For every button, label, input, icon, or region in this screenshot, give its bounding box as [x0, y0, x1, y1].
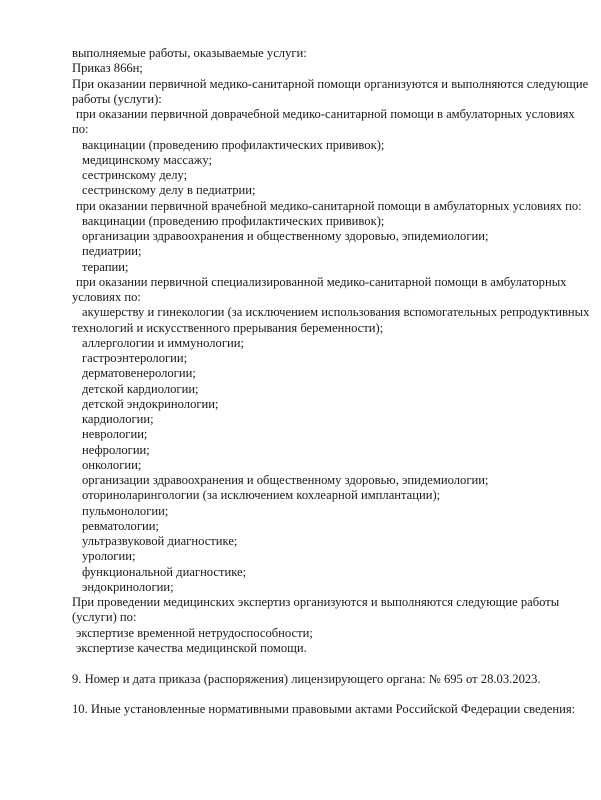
intro-line: работы (услуги):	[72, 91, 162, 106]
section-heading-expertise-cont: (услуги) по:	[72, 610, 137, 625]
paragraph-spacer	[72, 687, 572, 703]
list-item: сестринскому делу в педиатрии;	[82, 183, 256, 198]
list-item: детской эндокринологии;	[82, 396, 219, 411]
list-item: ревматологии;	[82, 518, 159, 533]
list-item-cont: технологий и искусственного прерывания беременности);	[72, 320, 384, 335]
list-item: кардиологии;	[82, 412, 154, 426]
section-heading-prehospital-cont: по:	[72, 122, 89, 137]
list-item: экспертизе качества медицинской помощи.	[76, 640, 307, 655]
paragraph-spacer	[72, 656, 572, 672]
list-item: детской кардиологии;	[82, 381, 199, 396]
section-heading-doctor: при оказании первичной врачебной медико-санитарной помощи в амбулаторных условиях по:	[76, 198, 582, 213]
intro-line: При оказании первичной медико-санитарной помощи организуются и выполняются следующие	[72, 76, 589, 91]
list-item: педиатрии;	[82, 244, 142, 259]
section-heading-expertise: При проведении медицинских экспертиз организуются и выполняются следующие работы	[72, 595, 560, 609]
section-heading-prehospital: при оказании первичной доврачебной медико-санитарной помощи в амбулаторных условиях	[76, 107, 575, 121]
list-item: вакцинации (проведению профилактических прививок);	[82, 213, 385, 228]
list-item: акушерству и гинекологии (за исключением использования вспомогательных репродуктивных	[82, 305, 590, 320]
list-item: функциональной диагностике;	[82, 564, 247, 579]
intro-line: выполняемые работы, оказываемые услуги:	[72, 46, 307, 60]
document-page	[72, 46, 590, 718]
section-heading-specialized: при оказании первичной специализированной медико-санитарной помощи в амбулаторных	[76, 274, 567, 289]
list-item: неврологии;	[82, 427, 148, 442]
list-item: гастроэнтерологии;	[82, 351, 188, 365]
list-item: эндокринологии;	[82, 579, 174, 594]
section-heading-specialized-cont: условиях по:	[72, 290, 141, 304]
list-item: онкологии;	[82, 457, 142, 472]
list-item: аллергологии и иммунологии;	[82, 335, 244, 350]
list-item: вакцинации (проведению профилактических прививок);	[82, 137, 385, 152]
list-item: организации здравоохранения и общественному здоровью, эпидемиологии;	[82, 473, 489, 487]
list-item: сестринскому делу;	[82, 168, 188, 182]
section-9-order-number: 9. Номер и дата приказа (распоряжения) лицензирующего органа: № 695 от 28.03.2023.	[72, 671, 541, 686]
list-item: пульмонологии;	[82, 503, 169, 518]
list-item: нефрологии;	[82, 442, 150, 457]
list-item: экспертизе временной нетрудоспособности;	[76, 625, 313, 640]
list-item: дерматовенерологии;	[82, 366, 196, 381]
order-reference: Приказ 866н;	[72, 61, 143, 76]
list-item: терапии;	[82, 259, 129, 274]
section-10-other-info: 10. Иные установленные нормативными правовыми актами Российской Федерации сведения:	[72, 702, 576, 717]
list-item: организации здравоохранения и общественному здоровью, эпидемиологии;	[82, 229, 489, 243]
list-item: урологии;	[82, 549, 136, 564]
list-item: оториноларингологии (за исключением кохлеарной имплантации);	[82, 488, 441, 503]
list-item: ультразвуковой диагностике;	[82, 534, 238, 548]
list-item: медицинскому массажу;	[82, 152, 213, 167]
